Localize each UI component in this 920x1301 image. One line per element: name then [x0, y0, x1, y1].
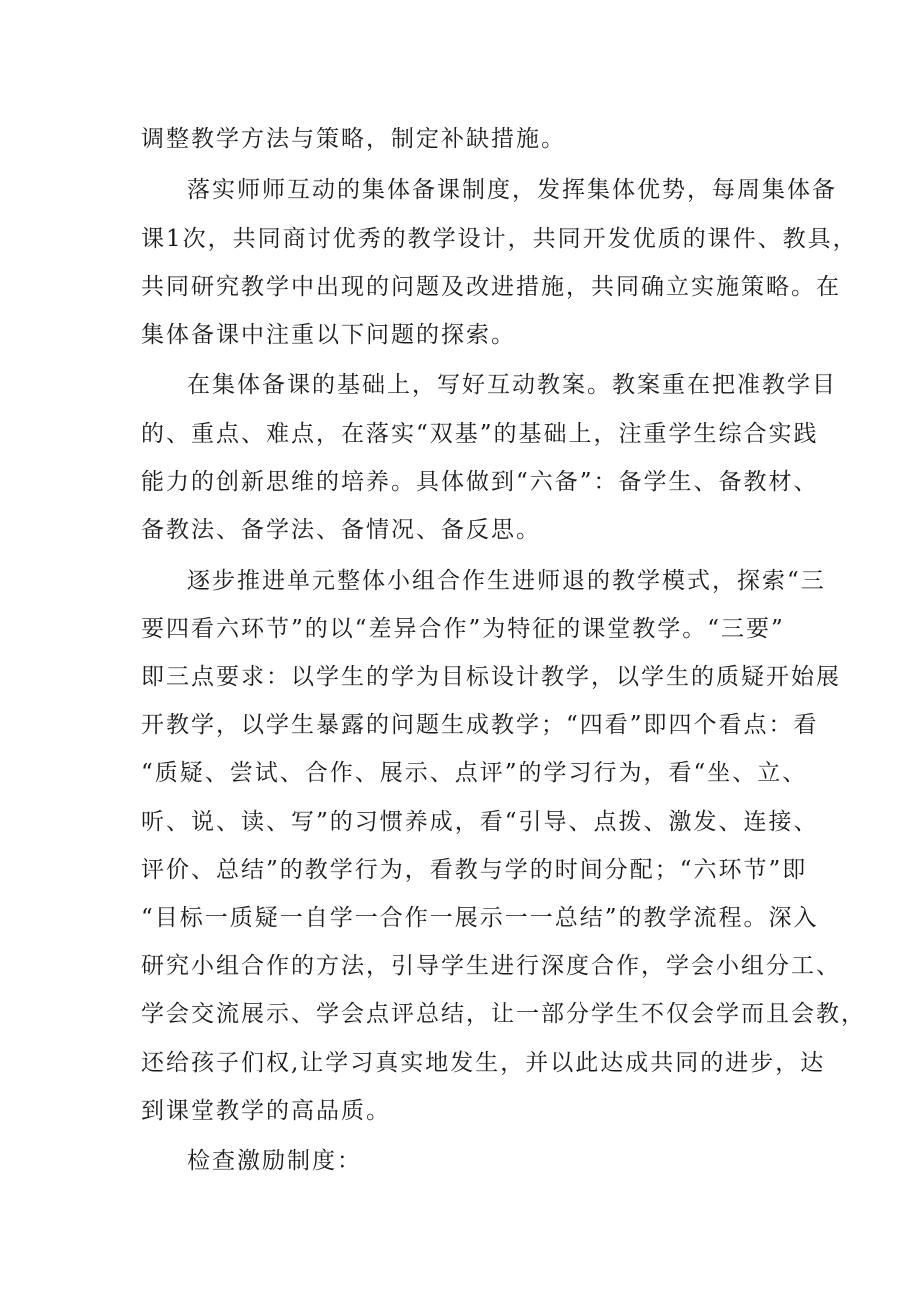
- text-line: 即三点要求：以学生的学为目标设计教学，以学生的质疑开始展: [141, 664, 841, 690]
- text-line: 研究小组合作的方法，引导学生进行深度合作，学会小组分工、: [141, 953, 841, 979]
- text-line: 还给孩子们权,让学习真实地发生，并以此达成共同的进步，达: [141, 1050, 826, 1076]
- text-line: 集体备课中注重以下问题的探索。: [141, 322, 516, 348]
- paragraph-first-line: 落实师师互动的集体备课制度，发挥集体优势，每周集体备: [187, 177, 837, 203]
- text-line: 听、说、读、写”的习惯养成，看“引导、点拨、激发、连接、: [141, 809, 819, 835]
- text-line: 到课堂教学的高品质。: [141, 1098, 391, 1124]
- text-line: 评价、总结”的教学行为，看教与学的时间分配；“六环节”即: [141, 857, 808, 883]
- text-line: “目标一质疑一自学一合作一展示一一总结”的教学流程。深入: [141, 905, 819, 931]
- text-line: 备教法、备学法、备情况、备反思。: [141, 517, 541, 543]
- text-line: 开教学，以学生暴露的问题生成教学；“四看”即四个看点：看: [141, 712, 819, 738]
- paragraph-first-line: 在集体备课的基础上，写好互动教案。教案重在把准教学目: [187, 372, 837, 398]
- text-line: 学会交流展示、学会点评总结，让一部分学生不仅会学而且会教，: [141, 1001, 866, 1027]
- text-line: 共同研究教学中出现的问题及改进措施，共同确立实施策略。在: [141, 274, 841, 300]
- text-line: 能力的创新思维的培养。具体做到“六备”：备学生、备教材、: [141, 469, 819, 495]
- text-line: 调整教学方法与策略，制定补缺措施。: [141, 126, 566, 152]
- text-line: “质疑、尝试、合作、展示、点评”的学习行为，看“坐、立、: [141, 760, 808, 786]
- text-line: 的、重点、难点，在落实“双基”的基础上，注重学生综合实践: [141, 421, 819, 447]
- paragraph-first-line: 检查激励制度：: [187, 1148, 362, 1174]
- text-line: 要四看六环节”的以“差异合作”为特征的课堂教学。“三要”: [141, 616, 785, 642]
- text-line: 课1次，共同商讨优秀的教学设计，共同开发优质的课件、教具，: [141, 226, 858, 252]
- paragraph-first-line: 逐步推进单元整体小组合作生进师退的教学模式，探索“三: [187, 568, 826, 594]
